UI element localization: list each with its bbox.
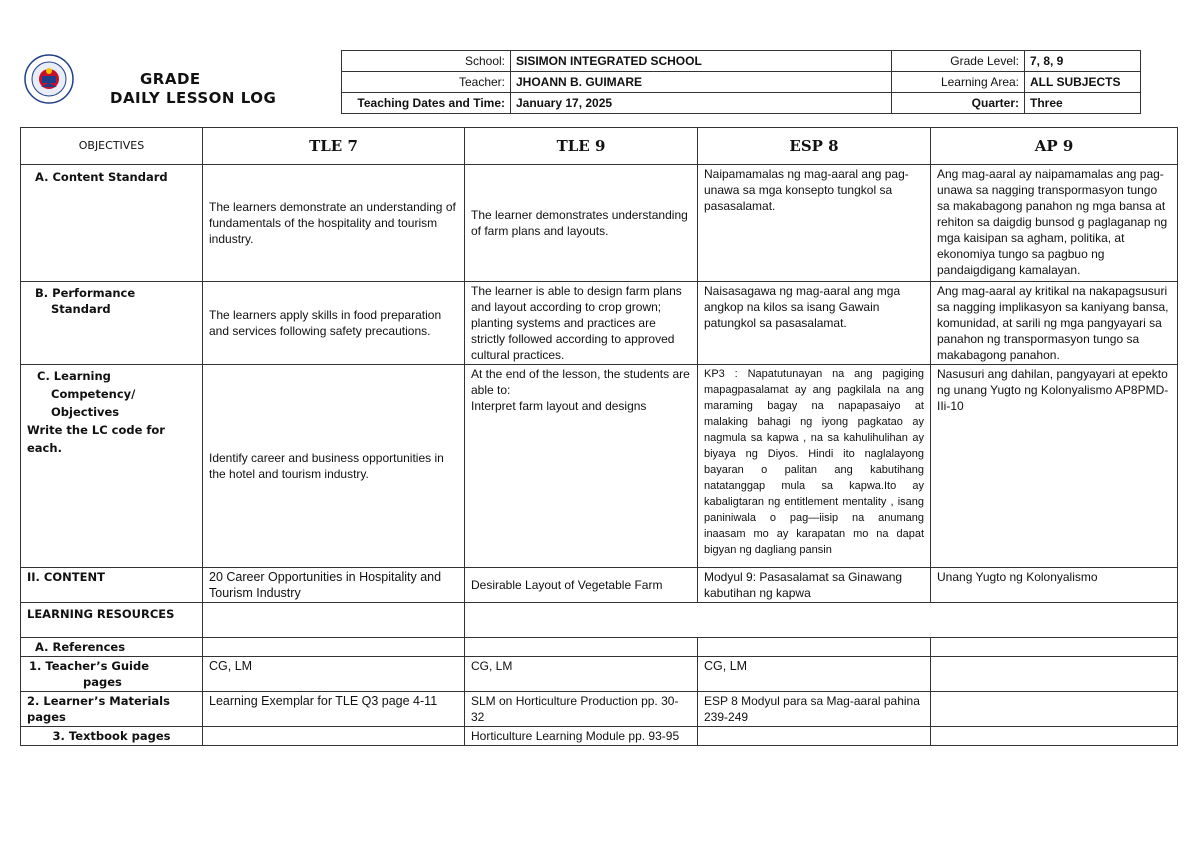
teacher-value: JHOANN B. GUIMARE	[511, 72, 892, 93]
performance-standard-row	[21, 282, 1178, 365]
subject-tle7-header: TLE 7	[203, 128, 465, 165]
quarter-label: Quarter:	[892, 93, 1025, 114]
content-tle7: 20 Career Opportunities in Hospitality and Tourism Industry	[203, 568, 465, 603]
learning-competency-esp8: KP3 : Napatutunayan na ang pagiging mapagpasalamat ay ang pagkilala na ang maraming bagay na napapasaiyo at malaking bahagi ng iyong pagkatao ay nagmula sa kapwa , na sa kahulihulihan ay biyaya ng Diyos. Hindi ito naglalayong bayaran o palitan ang kabutihang natatanggap mula sa kapwa.Ito ay kabaligtaran ng entitlement mentality , isang paniniwala o pag—iisip na anumang inaasam mo ay karapatan mo na dapat bigyan ng dagliang pansin	[698, 365, 931, 568]
learning-competency-ap9: Nasusuri ang dahilan, pangyayari at epekto ng unang Yugto ng Kolonyalismo AP8PMD-IIi-10	[931, 365, 1178, 568]
teachers-guide-row	[21, 657, 1178, 692]
header	[20, 50, 1141, 112]
performance-standard-tle9: The learner is able to design farm plans and layout according to crop grown; planting systems and practices are strictly followed according to approved cultural practices.	[465, 282, 698, 365]
performance-standard-ap9: Ang mag-aaral ay kritikal na nakapagsusuri sa nagging implikasyon sa kaniyang bansa, komunidad, at sarili ng mga pangyayari sa panahon ng transpormasyon tungo sa makabagong panahon.	[931, 282, 1178, 365]
performance-standard-label	[21, 282, 203, 365]
teachers-guide-esp8: CG, LM	[698, 657, 931, 692]
lc-label-line2: Competency/	[51, 387, 136, 401]
learning-resources-row	[21, 603, 1178, 638]
lc-tle9-line2: Interpret farm layout and designs	[471, 399, 647, 413]
textbook-label: 3. Textbook pages	[21, 727, 203, 746]
references-tle7	[203, 638, 465, 657]
school-value: SISIMON INTEGRATED SCHOOL	[511, 51, 892, 72]
textbook-ap9	[931, 727, 1178, 746]
textbook-tle9: Horticulture Learning Module pp. 93-95	[465, 727, 698, 746]
subject-esp8-header: ESP 8	[698, 128, 931, 165]
deped-seal-logo	[24, 54, 74, 104]
content-standard-label: A. Content Standard	[21, 165, 203, 282]
header-row-teacher	[342, 72, 1141, 93]
teachers-guide-tle7: CG, LM	[203, 657, 465, 692]
learning-competency-label	[21, 365, 203, 568]
school-label: School:	[342, 51, 511, 72]
content-ap9: Unang Yugto ng Kolonyalismo	[931, 568, 1178, 603]
header-row-school	[342, 51, 1141, 72]
header-info-table	[341, 50, 1141, 114]
lesson-log-table	[20, 127, 1178, 746]
area-value: ALL SUBJECTS	[1025, 72, 1141, 93]
learners-materials-tle9: SLM on Horticulture Production pp. 30-32	[465, 692, 698, 727]
area-label: Learning Area:	[892, 72, 1025, 93]
content-row	[21, 568, 1178, 603]
subject-ap9-header: AP 9	[931, 128, 1178, 165]
content-standard-tle9: The learner demonstrates understanding of farm plans and layouts.	[465, 165, 698, 282]
learners-materials-tle7: Learning Exemplar for TLE Q3 page 4-11	[203, 692, 465, 727]
grade-label: Grade Level:	[892, 51, 1025, 72]
subject-tle9-header: TLE 9	[465, 128, 698, 165]
performance-label-line2: Standard	[51, 302, 111, 316]
content-standard-row	[21, 165, 1178, 282]
performance-standard-esp8: Naisasagawa ng mag-aaral ang mga angkop na kilos sa isang Gawain patungkol sa pasasalamat.	[698, 282, 931, 365]
references-ap9	[931, 638, 1178, 657]
lc-label-line1: C. Learning	[37, 369, 111, 383]
tg-label-line2: pages	[83, 675, 122, 689]
title-grade: GRADE	[140, 70, 201, 88]
lc-label-line4: Write the LC code for each.	[27, 423, 165, 455]
references-label: A. References	[21, 638, 203, 657]
teachers-guide-tle9: CG, LM	[465, 657, 698, 692]
textbook-tle7	[203, 727, 465, 746]
content-standard-ap9: Ang mag-aaral ay naipamamalas ang pag-unawa sa nagging transpormasyon tungo sa makabagong panahon ng mga bansa at rehiton sa daigdig bunsod g paglaganap ng mga kaisipan sa agham, politika, at ekonomiya tungo sa pagbuo ng pandaigdigang kamalayan.	[931, 165, 1178, 282]
learning-competency-tle7: Identify career and business opportunities in the hotel and tourism industry.	[203, 365, 465, 568]
references-row	[21, 638, 1178, 657]
quarter-value: Three	[1025, 93, 1141, 114]
table-header-row	[21, 128, 1178, 165]
textbook-esp8	[698, 727, 931, 746]
dates-label: Teaching Dates and Time:	[342, 93, 511, 114]
title-block	[20, 50, 340, 112]
tg-label-line1: 1. Teacher’s Guide	[29, 659, 150, 673]
textbook-row	[21, 727, 1178, 746]
learners-materials-ap9	[931, 692, 1178, 727]
learners-materials-esp8: ESP 8 Modyul para sa Mag-aaral pahina 239-249	[698, 692, 931, 727]
lc-tle9-line1: At the end of the lesson, the students are able to:	[471, 367, 690, 397]
learning-competency-row	[21, 365, 1178, 568]
content-standard-tle7: The learners demonstrate an understanding of fundamentals of the hospitality and tourism industry.	[203, 165, 465, 282]
content-esp8: Modyul 9: Pasasalamat sa Ginawang kabutihan ng kapwa	[698, 568, 931, 603]
content-standard-esp8: Naipamamalas ng mag-aaral ang pag-unawa sa mga konsepto tungkol sa pasasalamat.	[698, 165, 931, 282]
header-row-dates	[342, 93, 1141, 114]
learners-materials-row	[21, 692, 1178, 727]
references-tle9	[465, 638, 698, 657]
learning-resources-label: LEARNING RESOURCES	[21, 603, 203, 638]
grade-value: 7, 8, 9	[1025, 51, 1141, 72]
objectives-header: OBJECTIVES	[21, 128, 203, 165]
references-esp8	[698, 638, 931, 657]
document-title	[110, 70, 310, 108]
learning-resources-tle7	[203, 603, 465, 638]
title-dll: DAILY LESSON LOG	[110, 89, 277, 107]
dates-value: January 17, 2025	[511, 93, 892, 114]
lc-label-line3: Objectives	[51, 405, 120, 419]
learning-resources-merged	[465, 603, 1178, 638]
teachers-guide-ap9	[931, 657, 1178, 692]
teachers-guide-label	[21, 657, 203, 692]
performance-label-line1: B. Performance	[35, 286, 136, 300]
content-tle9: Desirable Layout of Vegetable Farm	[465, 568, 698, 603]
learning-competency-tle9	[465, 365, 698, 568]
learners-materials-label: 2. Learner’s Materials pages	[21, 692, 203, 727]
performance-standard-tle7: The learners apply skills in food preparation and services following safety precautions.	[203, 282, 465, 365]
content-label: II. CONTENT	[21, 568, 203, 603]
teacher-label: Teacher:	[342, 72, 511, 93]
